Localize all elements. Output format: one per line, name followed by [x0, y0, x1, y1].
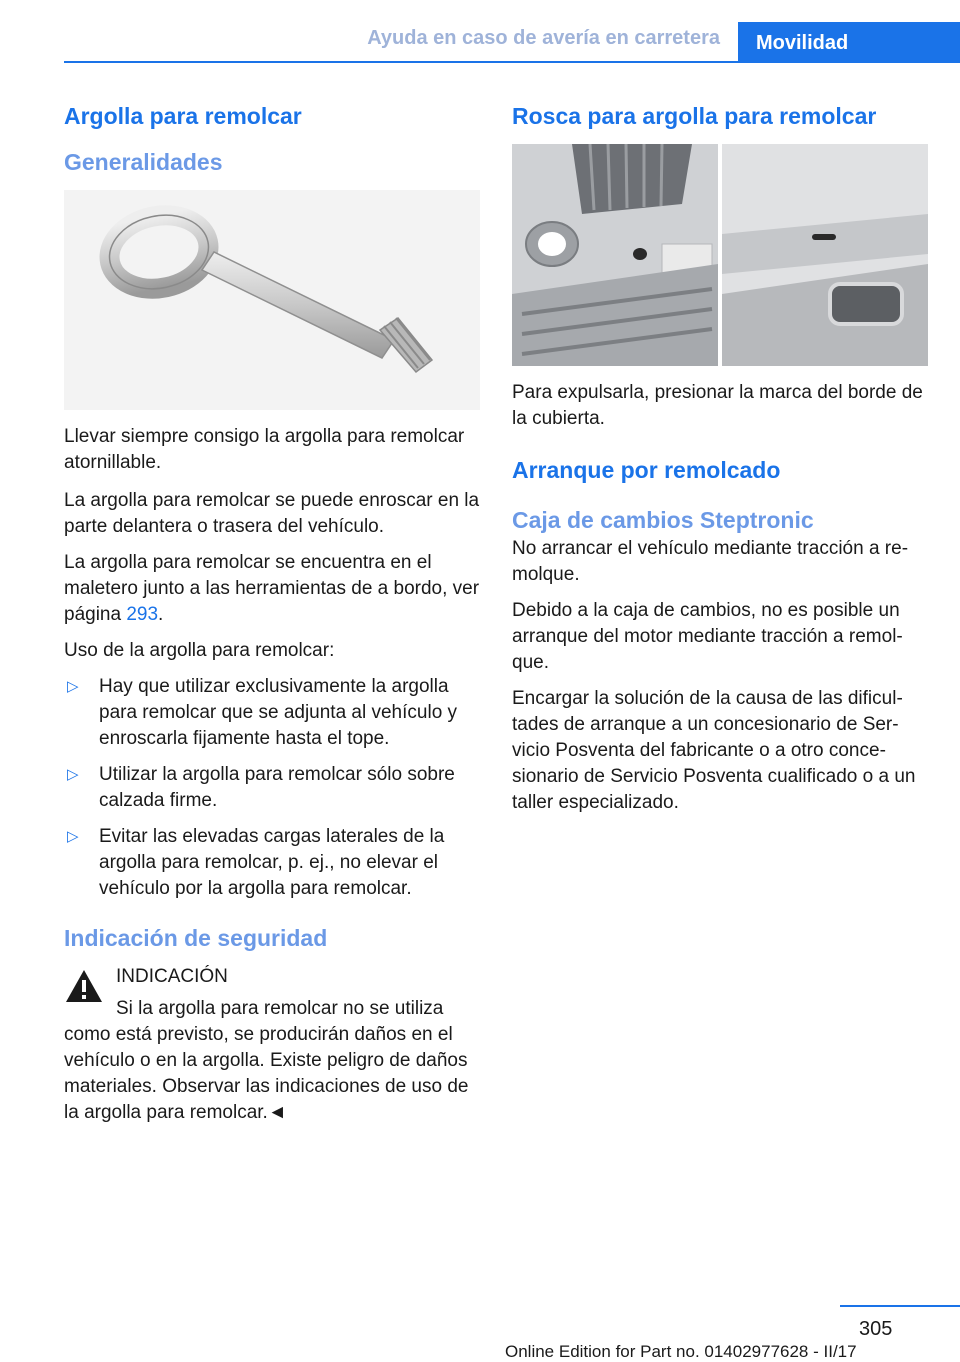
notice-text: Si la argolla para remolcar no se utiliza como está previsto, se producirán daños en el vehículo o en la argolla. Existe peligro de daños materiales. Observar las indicaciones de uso de la argolla para remolcar.◄ [64, 998, 469, 1123]
paragraph-uso: Uso de la argolla para remolcar: [64, 640, 335, 661]
safety-notice [64, 964, 482, 1126]
subheading-seguridad: Indicación de seguridad [64, 925, 328, 951]
page-link-293[interactable]: 293 [126, 604, 159, 625]
list-item-text: Evitar las elevadas cargas laterales de la argolla para remolcar, p. ej., no elevar el vehículo por la argolla para remolcar. [99, 826, 445, 899]
paragraph-encargar: Encargar la solución de la causa de las dificultades de arranque a un concesionario de Servicio Posventa del fabricante o a otro concesionario de Servicio Posventa cualificado o a un taller especializado. [512, 688, 916, 813]
section-heading-arranque: Arranque por remolcado [512, 457, 781, 483]
page-header [0, 0, 960, 62]
paragraph-no-arrancar: No arrancar el vehículo mediante tracción a remolque. [512, 538, 909, 585]
header-rule [64, 61, 960, 63]
bullet-icon: ▷ [67, 766, 79, 783]
list-item-text: Utilizar la argolla para remolcar sólo sobre calzada firme. [99, 764, 455, 811]
footer-rule [840, 1305, 960, 1307]
bumper-icon [512, 144, 928, 366]
bumper-photo [512, 144, 928, 366]
paragraph-caja: Debido a la caja de cambios, no es posible un arranque del motor mediante tracción a remolque. [512, 600, 903, 673]
paragraph-enroscar: La argolla para remolcar se puede enroscar en la parte delantera o trasera del vehículo. [64, 490, 480, 537]
paragraph-llevar: Llevar siempre consigo la argolla para remolcar atornillable. [64, 426, 465, 473]
right-column [512, 92, 930, 816]
subheading-generalidades: Generalidades [64, 149, 223, 175]
tow-eye-illustration [64, 190, 480, 410]
footer-edition: Online Edition for Part no. 01402977628 - II/17 [505, 1342, 857, 1361]
page-number: 305 [859, 1318, 893, 1340]
header-section-title: Ayuda en caso de avería en carretera [367, 27, 720, 49]
left-column [64, 92, 482, 1126]
paragraph-maletero-end: . [158, 604, 164, 625]
bullet-icon: ▷ [67, 678, 79, 695]
section-heading-argolla: Argolla para remolcar [64, 103, 302, 129]
paragraph-expulsar: Para expulsarla, presionar la marca del borde de la cubierta. [512, 382, 923, 429]
list-item [64, 674, 482, 752]
bullet-icon: ▷ [67, 828, 79, 845]
paragraph-maletero [64, 550, 482, 628]
section-heading-rosca: Rosca para argolla para remolcar [512, 103, 877, 129]
list-item [64, 824, 482, 902]
subheading-steptronic: Caja de cambios Steptronic [512, 507, 814, 533]
warning-triangle-icon [64, 968, 104, 1004]
notice-title: INDICACIÓN [116, 966, 228, 987]
list-item [64, 762, 482, 814]
header-chapter-tab: Movilidad [738, 22, 960, 62]
usage-list [64, 674, 482, 902]
list-item-text: Hay que utilizar exclusivamente la argolla para remolcar que se adjunta al vehículo y enroscarla fijamente hasta el tope. [99, 676, 458, 749]
tow-eye-icon [64, 190, 480, 410]
paragraph-maletero-text: La argolla para remolcar se encuentra en el maletero junto a las herramientas de a bordo, ver página [64, 552, 480, 625]
